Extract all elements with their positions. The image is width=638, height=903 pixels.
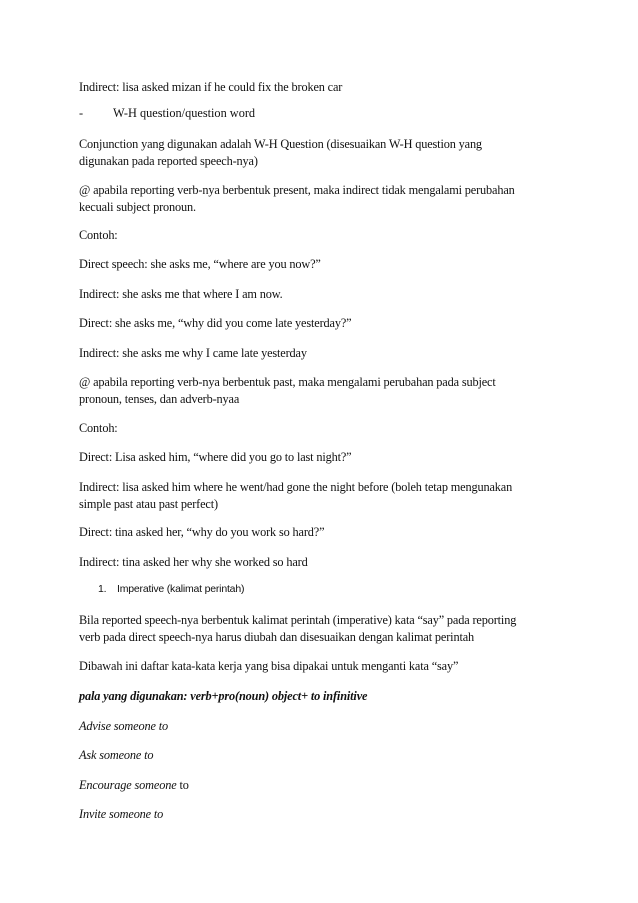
verb-invite: Invite someone to	[79, 807, 164, 821]
paragraph-past-rule: @ apabila reporting verb-nya berbentuk past, maka mengalami perubahan pada subject pronoun, tenses, dan adverb-nyaa	[79, 375, 496, 406]
list-item-imperative	[98, 582, 244, 597]
example-direct-speech-1: Direct speech: she asks me, “where are you now?”	[79, 257, 321, 271]
example-indirect-1: Indirect: she asks me that where I am now.	[79, 287, 283, 301]
heading-wh-question: W-H question/question word	[113, 106, 256, 120]
example-direct-2: Direct: she asks me, “why did you come late yesterday?”	[79, 316, 352, 330]
example-direct-4: Direct: tina asked her, “why do you work so hard?”	[79, 525, 325, 539]
paragraph-verb-list-intro: Dibawah ini daftar kata-kata kerja yang bisa dipakai untuk menganti kata “say”	[79, 659, 459, 673]
paragraph-indirect-lisa-mizan: Indirect: lisa asked mizan if he could fix the broken car	[79, 80, 343, 94]
label-contoh-1: Contoh:	[79, 228, 118, 242]
label-contoh-2: Contoh:	[79, 421, 118, 435]
verb-advise: Advise someone to	[79, 719, 168, 733]
example-indirect-3: Indirect: lisa asked him where he went/had gone the night before (boleh tetap mengunakan simple past atau past perfect)	[79, 480, 513, 511]
verb-ask: Ask someone to	[79, 748, 154, 762]
example-indirect-4: Indirect: tina asked her why she worked so hard	[79, 555, 308, 569]
list-item-label: Imperative (kalimat perintah)	[117, 583, 245, 595]
example-indirect-2: Indirect: she asks me why I came late yesterday	[79, 346, 307, 360]
paragraph-present-rule: @ apabila reporting verb-nya berbentuk present, maka indirect tidak mengalami perubahan kecuali subject pronoun.	[79, 183, 515, 214]
example-direct-3: Direct: Lisa asked him, “where did you go to last night?”	[79, 450, 352, 464]
pattern-heading: pala yang digunakan: verb+pro(noun) object+ to infinitive	[79, 689, 368, 703]
paragraph-conjunction: Conjunction yang digunakan adalah W-H Question (disesuaikan W-H question yang digunakan pada reported speech-nya)	[79, 137, 482, 168]
verb-encourage: Encourage someone to	[79, 778, 189, 792]
bullet-dash: -	[79, 106, 84, 120]
paragraph-imperative-rule: Bila reported speech-nya berbentuk kalimat perintah (imperative) kata “say” pada reporting verb pada direct speech-nya harus diubah dan disesuaikan dengan kalimat perintah	[79, 613, 517, 644]
list-number: 1.	[98, 583, 107, 595]
